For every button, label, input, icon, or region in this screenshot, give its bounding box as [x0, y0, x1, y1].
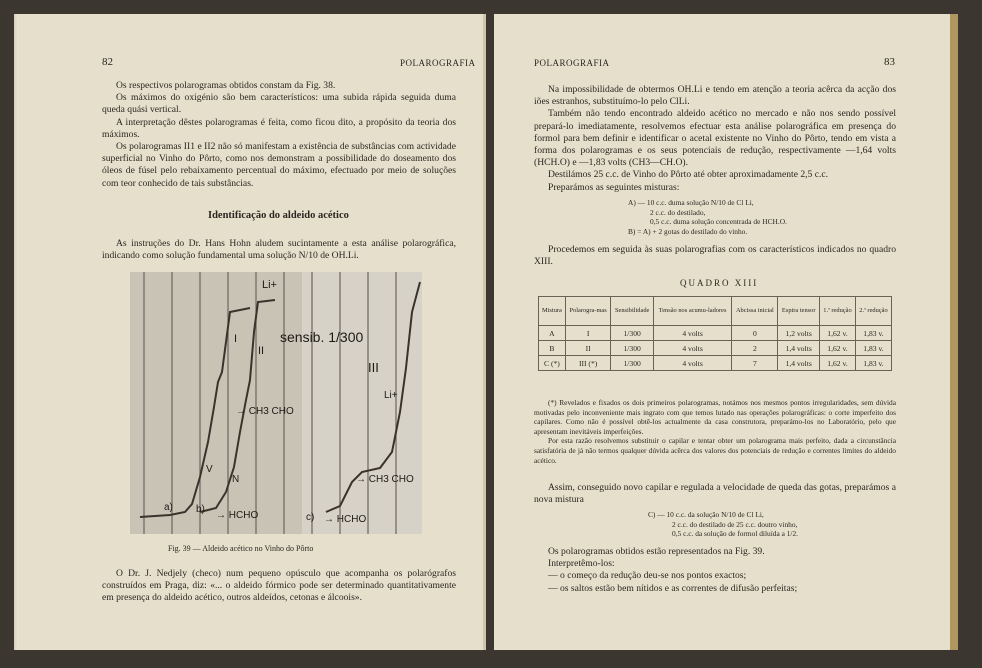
table-header: Espira tensor: [778, 297, 820, 326]
paragraph: — o começo da redução deu-se nos pontos exactos;: [548, 570, 747, 582]
figure-label: → HCHO: [216, 510, 259, 521]
table-cell: 0: [732, 326, 778, 341]
mixtures-list: [628, 198, 868, 236]
mixture-line: 2 c.c. do destilado de 25 c.c. doutro vinho,: [672, 519, 798, 529]
paragraph: Na impossibilidade de obtermos OH.Li e tendo em atenção a teoria acêrca da acção dos iões estranhos, substituímo-lo pelo ClLi.: [534, 84, 896, 108]
right-body-text: [534, 84, 896, 194]
table-title: QUADRO XIII: [680, 278, 759, 288]
table-cell: A: [539, 326, 566, 341]
mixture-line: 0,5 c.c. duma solução concentrada de HCH.O.: [650, 217, 787, 227]
quadro-xiii-table: [538, 296, 892, 371]
figure-caption: Fig. 39 — Aldeido acético no Vinho do Pôrto: [168, 544, 314, 553]
table-header: 1.ª redução: [819, 297, 855, 326]
paragraph: Os polarogramas obtidos estão representados na Fig. 39.: [548, 546, 765, 557]
section-title: Identificação do aldeido acético: [208, 210, 349, 221]
paragraph: Também não tendo encontrado aldeido acético no mercado e não nos sendo possível prepará-lo imediatamente, resolvemos efectuar esta análise polarográfica em presença do formol para bem definir e identificar o acetal existente no Vinho do Pôrto, tendo em vista a forma dos polarogramas e os seus potenciais de redução, respectivamente —1,64 volts (HCH.O) e —1,83 volts (CH3—CH.O).: [534, 108, 896, 169]
polarogram-photo: [130, 272, 422, 534]
figure-label: II: [258, 345, 265, 357]
right-page-number: 83: [884, 56, 895, 68]
intro-text: [102, 238, 456, 262]
end-text: [534, 546, 896, 595]
table-cell: 1,83 v.: [855, 341, 891, 356]
table-cell: 1/300: [611, 356, 654, 371]
table-row: [539, 356, 892, 371]
left-page: [18, 14, 486, 650]
figure-label: sensib. 1/300: [280, 329, 364, 345]
figure-label: → CH3 CHO: [356, 474, 414, 485]
after-table-text: [534, 482, 896, 506]
table-cell: 4 volts: [653, 341, 731, 356]
figure-label: V: [206, 464, 213, 475]
right-page-edge: [950, 14, 958, 650]
table-cell: 1,62 v.: [819, 341, 855, 356]
table-cell: 1,83 v.: [855, 356, 891, 371]
mixture-line: 2 c.c. do destilado,: [650, 207, 706, 217]
table-cell: 4 volts: [653, 326, 731, 341]
closing-text: [102, 568, 456, 605]
polarogram-curves: [130, 272, 422, 534]
mixture-line: B) = A) + 2 gotas do destilado do vinho.: [628, 226, 748, 236]
figure-label: → CH3 CHO: [236, 406, 294, 417]
paragraph: Preparámos as seguintes misturas:: [548, 181, 680, 193]
table-row: [539, 341, 892, 356]
mixture-line: C) — 10 c.c. da solução N/10 de Cl Li,: [648, 510, 764, 519]
table-cell: B: [539, 341, 566, 356]
figure-label: → HCHO: [324, 514, 367, 525]
right-page: [494, 14, 952, 650]
table-cell: 1,2 volts: [778, 326, 820, 341]
figure-label: N: [232, 474, 240, 485]
paragraph: As instruções do Dr. Hans Hohn aludem sucintamente a esta análise polarográfica, indicando como solução fundamental uma solução N/10 de OH.Li.: [102, 238, 456, 262]
table-cell: 4 volts: [653, 356, 731, 371]
figure-label: c): [306, 512, 315, 523]
figure-label: I: [234, 333, 238, 345]
table-footnotes: [534, 398, 896, 465]
left-body-text: [102, 80, 456, 190]
paragraph: O Dr. J. Nedjely (checo) num pequeno opúsculo que acompanha os polarógrafos construídos em Praga, diz: «... o aldeido fórmico pode ser determinado quantitativamente em presença do aldeido acético, outros aldeídos, cetonas e álcoois».: [102, 568, 456, 604]
table-cell: 1,4 volts: [778, 341, 820, 356]
paragraph: Assim, conseguido novo capilar e regulada a velocidade de queda das gotas, preparámos a nova mistura: [534, 482, 896, 506]
paragraph: — os saltos estão bem nítidos e as correntes de difusão perfeitas;: [548, 582, 798, 594]
table-cell: 1,4 volts: [778, 356, 820, 371]
figure-label: b): [196, 504, 205, 515]
table-cell: 1,62 v.: [819, 326, 855, 341]
table-cell: I: [565, 326, 611, 341]
paragraph: Os máximos do oxigénio são bem característicos: uma subida rápida seguida duma queda quási vertical.: [102, 92, 456, 116]
table-cell: C (*): [539, 356, 566, 371]
after-mixtures-text: [534, 244, 896, 268]
table-row: [539, 326, 892, 341]
table-header-row: [539, 297, 892, 326]
mixture-line: A) — 10 c.c. duma solução N/10 de Cl Li,: [628, 198, 754, 207]
table-header: Tensão nos acumu-ladores: [653, 297, 731, 326]
table-header: Mistura: [539, 297, 566, 326]
paragraph: Procedemos em seguida às suas polarografias com os característicos indicados no quadro XIII.: [534, 244, 896, 268]
paragraph: Os polarogramas II1 e II2 não só manifestam a existência de substâncias com actividade superficial no Vinho do Pôrto, como nos demonstram a possibilidade do doseamento dos óleos de fúsel pelo rebaixamento percentual do máximo, efectuado por meio de soluções com teor conhecido de tais substâncias.: [102, 141, 456, 189]
right-page-header: POLAROGRAFIA: [534, 58, 610, 68]
footnote: Por esta razão resolvemos substituir o capilar e tentar obter um polarograma mais perfeito, dada a circunstância satisfatória de já não termos qualquer dúvida acêrca dos valores dos potenciais de redução e correntes limites do aldeido acético.: [534, 436, 896, 465]
table-cell: III (*): [565, 356, 611, 371]
table-header: Abcissa inicial: [732, 297, 778, 326]
table-cell: 1,62 v.: [819, 356, 855, 371]
mixture-line: 0,5 c.c. da solução de formol diluída a 1/2.: [672, 529, 799, 539]
paragraph: Destilámos 25 c.c. de Vinho do Pôrto até obter aproximadamente 2,5 c.c.: [548, 169, 829, 181]
table-cell: 1/300: [611, 341, 654, 356]
paragraph: A interpretação dêstes polarogramas é feita, como ficou dito, a propósito da teoria dos máximos.: [102, 116, 456, 140]
table-cell: 7: [732, 356, 778, 371]
table-header: Polarogra-mas: [565, 297, 611, 326]
left-page-header: POLAROGRAFIA: [400, 58, 476, 68]
table-cell: II: [565, 341, 611, 356]
mixture-c-list: [648, 510, 888, 539]
paragraph: Os respectivos polarogramas obtidos constam da Fig. 38.: [116, 80, 336, 91]
figure-label: Li+: [384, 390, 398, 401]
figure-label: a): [164, 502, 173, 513]
table-cell: 2: [732, 341, 778, 356]
table-cell: 1/300: [611, 326, 654, 341]
table-header: 2.ª redução: [855, 297, 891, 326]
figure-label: III: [368, 360, 379, 375]
left-page-number: 82: [102, 56, 113, 68]
table-cell: 1,83 v.: [855, 326, 891, 341]
figure-label: Li+: [262, 279, 277, 291]
paragraph: Interpretêmo-los:: [548, 558, 615, 570]
footnote: (*) Revelados e fixados os dois primeiros polarogramas, notámos nos mesmos pontos irregularidades, sem dúvida motivadas pelo inconveniente mais ingrato com que temos lutado nas operações polarográficas: o corte imperfeito dos capilares. Como não é possível obtê-los actualmente da casa construtora, preparámo-los no Laboratório, pelo que apresentam inevitáveis imperfeições.: [534, 398, 896, 436]
table-header: Sensibilidade: [611, 297, 654, 326]
